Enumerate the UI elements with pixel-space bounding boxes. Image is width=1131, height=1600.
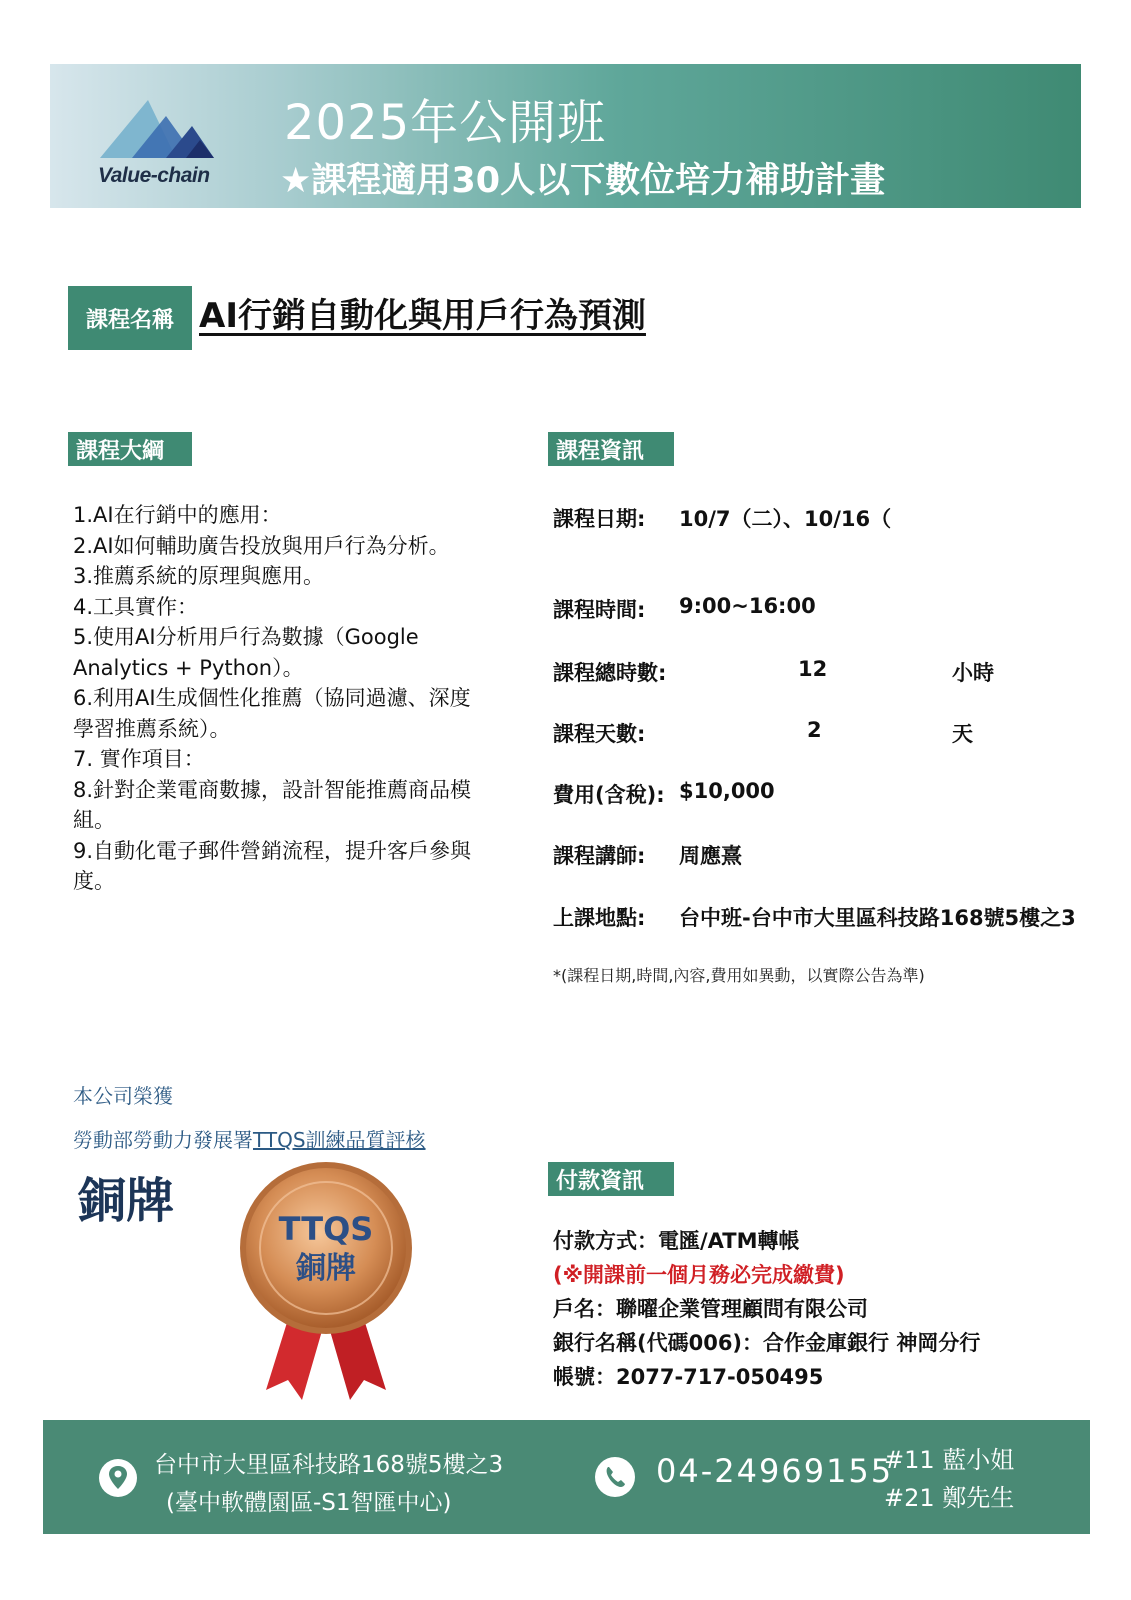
location-value: 台中班-台中市大里區科技路168號5樓之3 xyxy=(679,906,1076,930)
outline-list xyxy=(73,500,513,897)
outline-item: 組。 xyxy=(73,808,115,832)
date-label: 課程日期: xyxy=(553,507,646,531)
logo-text: Value-chain xyxy=(98,164,210,187)
payment-bank: 銀行名稱(代碼006)：合作金庫銀行 神岡分行 xyxy=(553,1331,981,1355)
banner-subtitle: ★課程適用30人以下數位培力補助計畫 xyxy=(280,161,886,201)
teacher-value: 周應熹 xyxy=(679,844,742,868)
outline-item: 9.自動化電子郵件營銷流程，提升客戶參與 xyxy=(73,838,472,863)
outline-item: 度。 xyxy=(73,869,115,893)
days-value: 2 xyxy=(807,718,822,742)
outline-item: 6.利用AI生成個性化推薦（協同過濾、深度 xyxy=(73,686,471,710)
outline-item: 學習推薦系統）。 xyxy=(73,716,231,741)
payment-account-name: 戶名：聯曜企業管理顧問有限公司 xyxy=(553,1297,868,1321)
footer-extension-1: #11 藍小姐 xyxy=(884,1446,1015,1474)
footer-address-note: (臺中軟體園區-S1智匯中心) xyxy=(166,1490,452,1516)
outline-item: Analytics + Python）。 xyxy=(73,655,304,680)
footer-address: 台中市大里區科技路168號5樓之3 xyxy=(154,1452,504,1478)
date-value: 10/7（二）、10/16（ xyxy=(679,507,892,531)
outline-item: 4.工具實作： xyxy=(73,594,199,619)
course-name: AI行銷自動化與用戶行為預測 xyxy=(199,296,646,336)
hours-unit: 小時 xyxy=(952,661,994,685)
footer-phone[interactable]: 04-24969155 xyxy=(656,1452,894,1490)
days-unit: 天 xyxy=(952,722,973,746)
course-name-label: 課程名稱 xyxy=(68,286,192,350)
outline-item: 3.推薦系統的原理與應用。 xyxy=(73,564,325,588)
days-label: 課程天數: xyxy=(553,722,646,746)
outline-item: 8.針對企業電商數據，設計智能推薦商品模 xyxy=(73,777,472,802)
hours-value: 12 xyxy=(798,657,828,681)
fee-label: 費用(含稅): xyxy=(553,783,665,807)
honor-line2 xyxy=(73,1124,426,1153)
bronze-medal-icon xyxy=(236,1160,416,1410)
medal-bottom-text: 銅牌 xyxy=(296,1251,356,1286)
outline-item: 2.AI如何輔助廣告投放與用戶行為分析。 xyxy=(73,533,450,558)
teacher-label: 課程講師: xyxy=(553,844,646,868)
hours-label: 課程總時數: xyxy=(553,661,667,685)
location-pin-icon xyxy=(98,1458,138,1498)
payment-method: 付款方式：電匯/ATM轉帳 xyxy=(553,1229,800,1253)
payment-section-label: 付款資訊 xyxy=(548,1162,674,1196)
outline-section-label: 課程大綱 xyxy=(68,432,192,466)
ttqs-link[interactable]: TTQS訓練品質評核 xyxy=(253,1128,426,1152)
payment-warning: (※開課前一個月務必完成繳費) xyxy=(553,1263,845,1287)
footer-extension-2: #21 鄭先生 xyxy=(884,1484,1015,1512)
medal-top-text: TTQS xyxy=(278,1210,374,1248)
fee-value: $10,000 xyxy=(679,779,775,803)
location-label: 上課地點: xyxy=(553,906,646,930)
bronze-award-text: 銅牌 xyxy=(78,1173,175,1229)
payment-details xyxy=(553,1224,980,1394)
honor-line2-prefix: 勞動部勞動力發展署 xyxy=(73,1128,253,1152)
phone-icon xyxy=(594,1456,636,1498)
info-section-label: 課程資訊 xyxy=(548,432,674,466)
outline-item: 5.使用AI分析用戶行為數據（Google xyxy=(73,625,419,649)
time-label: 課程時間: xyxy=(553,598,646,622)
time-value: 9:00~16:00 xyxy=(679,594,816,618)
info-note: *(課程日期,時間,內容,費用如異動，以實際公告為準) xyxy=(553,966,925,985)
honor-line1: 本公司榮獲 xyxy=(73,1084,173,1108)
outline-item: 1.AI在行銷中的應用： xyxy=(73,503,282,527)
outline-item: 7. 實作項目： xyxy=(73,747,205,771)
payment-account-number: 帳號：2077-717-050495 xyxy=(553,1365,824,1389)
banner-title: 2025年公開班 xyxy=(284,95,607,151)
